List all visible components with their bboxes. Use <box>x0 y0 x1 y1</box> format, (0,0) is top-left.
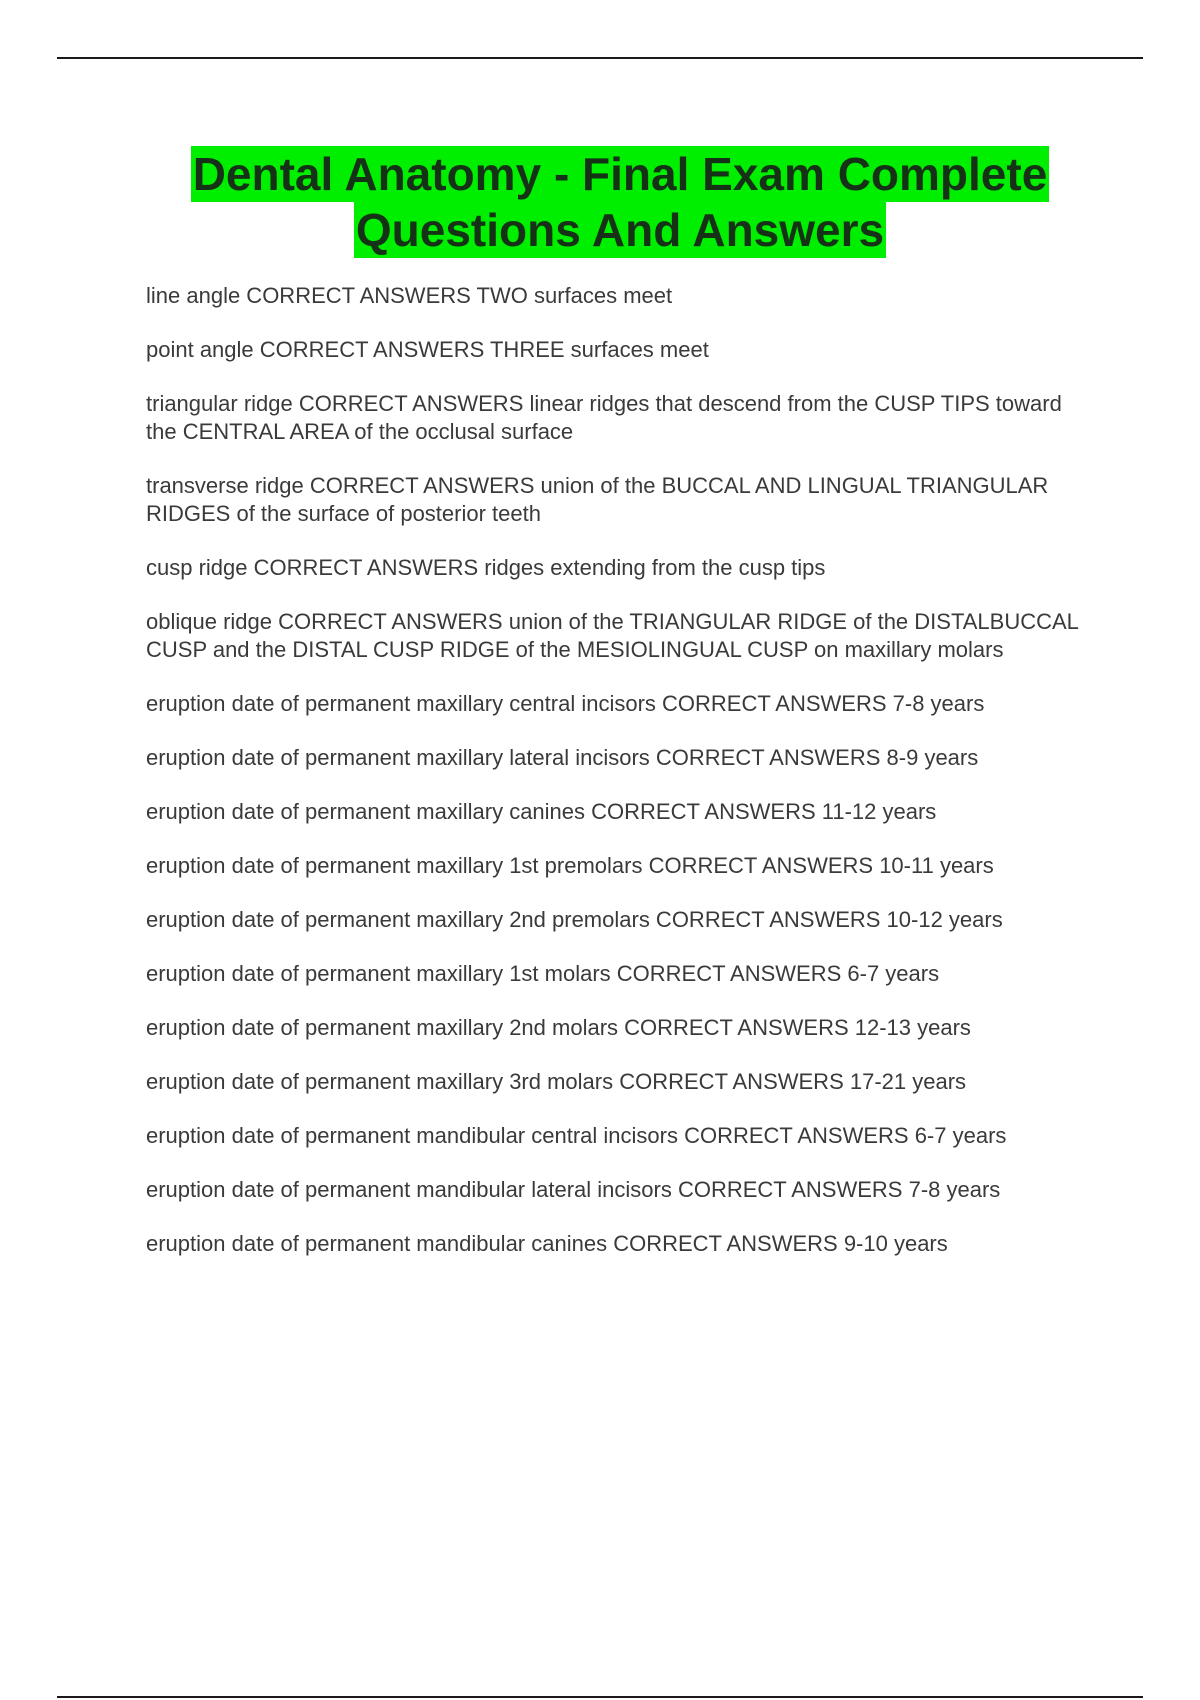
qa-entry: eruption date of permanent maxillary 1st premolars CORRECT ANSWERS 10-11 years <box>146 853 994 878</box>
title-line-1: Dental Anatomy - Final Exam Complete <box>192 148 1048 200</box>
qa-entry: oblique ridge CORRECT ANSWERS union of the TRIANGULAR RIDGE of the DISTALBUCCAL CUSP and the DISTAL CUSP RIDGE of the MESIOLINGUAL CUSP on maxillary molars <box>146 609 1079 662</box>
qa-entry: eruption date of permanent maxillary central incisors CORRECT ANSWERS 7-8 years <box>146 691 985 716</box>
qa-entry: eruption date of permanent mandibular canines CORRECT ANSWERS 9-10 years <box>146 1231 948 1256</box>
qa-entry: eruption date of permanent maxillary canines CORRECT ANSWERS 11-12 years <box>146 799 937 824</box>
top-rule <box>57 57 1143 59</box>
qa-entry: transverse ridge CORRECT ANSWERS union of the BUCCAL AND LINGUAL TRIANGULAR RIDGES of the surface of posterior teeth <box>146 473 1049 526</box>
qa-entry: eruption date of permanent maxillary 3rd molars CORRECT ANSWERS 17-21 years <box>146 1069 967 1094</box>
qa-entry: eruption date of permanent mandibular lateral incisors CORRECT ANSWERS 7-8 years <box>146 1177 1001 1202</box>
qa-entry: triangular ridge CORRECT ANSWERS linear ridges that descend from the CUSP TIPS toward the CENTRAL AREA of the occlusal surface <box>146 391 1062 444</box>
bottom-rule <box>57 1696 1143 1698</box>
document-title <box>100 146 1140 258</box>
qa-entry: cusp ridge CORRECT ANSWERS ridges extending from the cusp tips <box>146 555 826 580</box>
title-line-2: Questions And Answers <box>355 204 885 256</box>
qa-list <box>146 282 1096 1284</box>
qa-entry: eruption date of permanent maxillary 2nd premolars CORRECT ANSWERS 10-12 years <box>146 907 1003 932</box>
qa-entry: eruption date of permanent maxillary 1st molars CORRECT ANSWERS 6-7 years <box>146 961 940 986</box>
qa-entry: eruption date of permanent maxillary lateral incisors CORRECT ANSWERS 8-9 years <box>146 745 979 770</box>
qa-entry: point angle CORRECT ANSWERS THREE surfaces meet <box>146 337 709 362</box>
qa-entry: eruption date of permanent mandibular central incisors CORRECT ANSWERS 6-7 years <box>146 1123 1007 1148</box>
qa-entry: line angle CORRECT ANSWERS TWO surfaces meet <box>146 283 673 308</box>
qa-entry: eruption date of permanent maxillary 2nd molars CORRECT ANSWERS 12-13 years <box>146 1015 971 1040</box>
